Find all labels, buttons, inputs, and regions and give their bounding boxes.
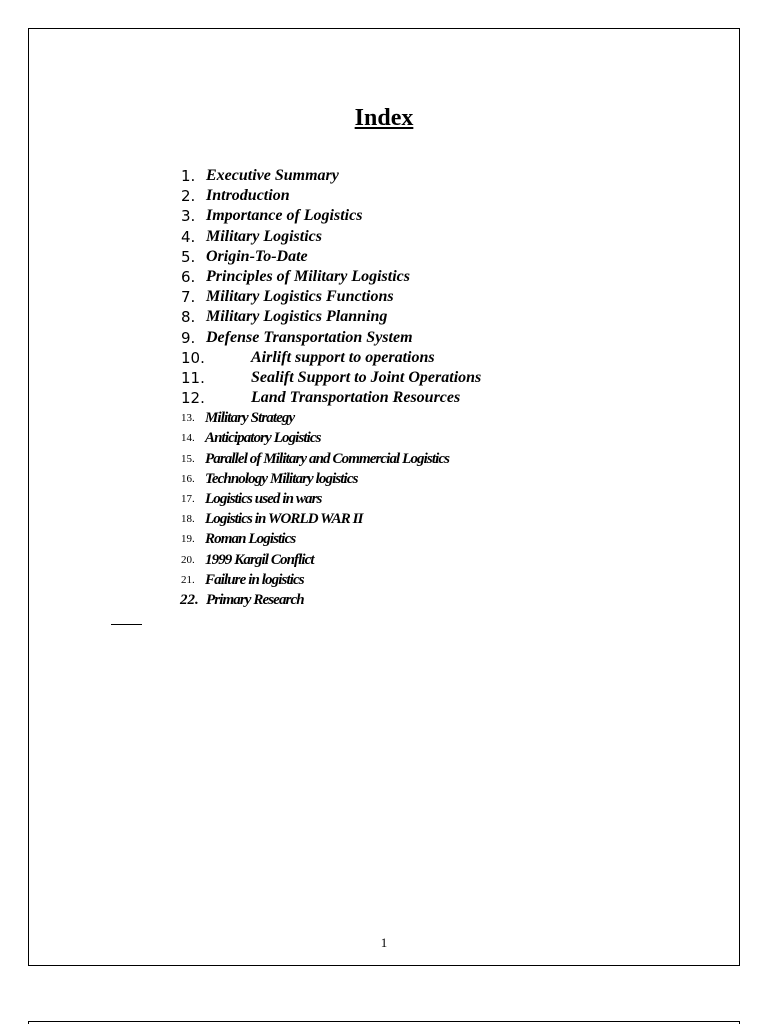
index-entry-number: 9. bbox=[181, 328, 196, 347]
index-entry-title: Land Transportation Resources bbox=[251, 389, 461, 407]
index-entry-number: 14. bbox=[181, 432, 195, 445]
index-entry-number: 17. bbox=[181, 493, 195, 505]
index-entry-title: Primary Research bbox=[206, 591, 304, 608]
index-entry-title: Roman Logistics bbox=[205, 531, 296, 548]
index-entry-number: 7. bbox=[181, 288, 196, 307]
index-entry-title: Military Logistics bbox=[206, 227, 322, 245]
index-entry-title: Importance of Logistics bbox=[206, 207, 363, 225]
index-entry-title: Technology Military logistics bbox=[205, 470, 358, 487]
index-entry-title: Parallel of Military and Commercial Logistics bbox=[205, 450, 450, 467]
index-entry-number: 21. bbox=[181, 573, 195, 586]
page-title: Index bbox=[354, 105, 414, 131]
index-entry-title: Sealift Support to Joint Operations bbox=[251, 368, 482, 386]
index-entry-title: Executive Summary bbox=[206, 167, 339, 184]
index-entry-number: 13. bbox=[181, 412, 195, 425]
index-entry-number: 3. bbox=[181, 207, 196, 226]
index-entry-number: 12. bbox=[181, 389, 205, 408]
index-entry-title: Origin-To-Date bbox=[206, 247, 308, 265]
index-entry-title: 1999 Kargil Conflict bbox=[205, 551, 314, 568]
index-entry-title: Military Logistics Functions bbox=[206, 288, 394, 306]
index-entry-number: 11. bbox=[181, 368, 205, 387]
index-entry-title: Principles of Military Logistics bbox=[206, 267, 410, 285]
index-entry-number: 8. bbox=[181, 308, 196, 327]
short-rule bbox=[111, 624, 142, 625]
index-entry-number: 4. bbox=[181, 227, 196, 246]
index-entry-number: 20. bbox=[181, 553, 195, 566]
index-entry-number: 5. bbox=[181, 247, 196, 266]
index-entry-number: 1. bbox=[181, 167, 196, 185]
index-entry-title: Failure in logistics bbox=[205, 571, 304, 588]
index-entry-number: 2. bbox=[181, 187, 196, 206]
index-entry-number: 19. bbox=[181, 533, 195, 546]
index-entry-title: Airlift support to operations bbox=[251, 348, 435, 366]
index-entry-title: Logistics used in wars bbox=[205, 491, 322, 507]
index-entry-title: Military Strategy bbox=[205, 410, 295, 427]
index-entry-number: 18. bbox=[181, 513, 195, 526]
index-entry-number: 22. bbox=[180, 591, 199, 608]
index-entry-title: Anticipatory Logistics bbox=[205, 430, 321, 447]
document-page bbox=[28, 28, 740, 966]
index-entry-number: 16. bbox=[181, 472, 195, 485]
index-entry-title: Defense Transportation System bbox=[206, 328, 413, 346]
index-entry-number: 6. bbox=[181, 267, 196, 286]
index-entry-number: 15. bbox=[181, 452, 195, 465]
index-entry-title: Introduction bbox=[206, 187, 290, 205]
page-number: 1 bbox=[380, 935, 388, 950]
index-entry-title: Logistics in WORLD WAR II bbox=[205, 511, 363, 528]
index-entry-number: 10. bbox=[181, 348, 205, 367]
index-entry-title: Military Logistics Planning bbox=[206, 308, 388, 326]
